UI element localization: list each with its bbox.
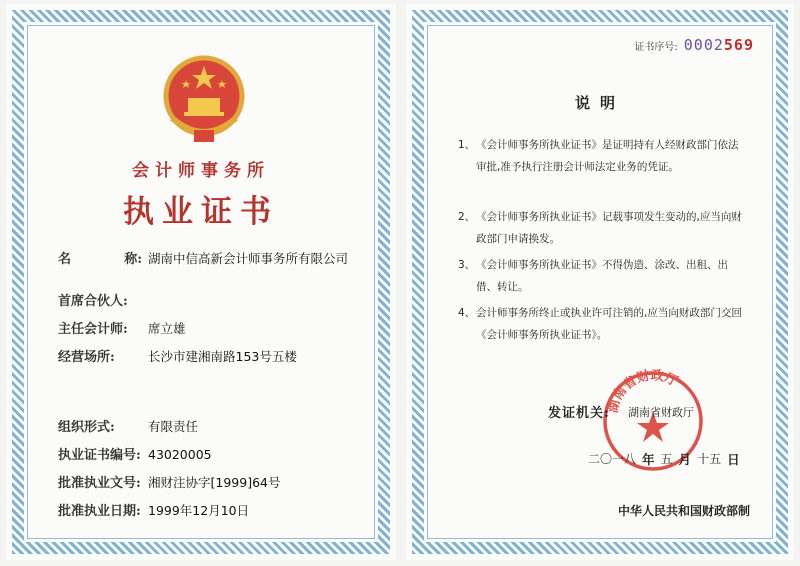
date-month-unit: 月 — [678, 452, 692, 467]
serial-value — [684, 36, 754, 54]
serial-label: 证书序号: — [634, 42, 678, 53]
date-day-unit: 日 — [727, 452, 740, 467]
field-label: 批准执业日期: — [58, 504, 141, 519]
field-label — [58, 248, 142, 267]
item-number: 1、 — [458, 139, 476, 151]
certificate-right-page — [406, 4, 794, 560]
instruction-item — [458, 134, 748, 178]
issuer-value: 湖南省财政厅 — [628, 406, 694, 419]
instruction-item — [458, 254, 748, 298]
field-organization-form — [58, 416, 368, 435]
date-day: 十五 — [697, 452, 722, 466]
left-page-content — [28, 26, 374, 538]
seal-text: 湖南省财政厅 — [605, 368, 681, 415]
field-label: 执业证书编号: — [58, 448, 141, 463]
serial-prefix: 0002 — [683, 36, 724, 54]
field-name — [58, 248, 368, 267]
field-value: 湘财注协字[1999]64号 — [148, 475, 281, 490]
item-text: 会计师事务所终止或执业许可注销的,应当向财政部门交回《会计师事务所执业证书》。 — [476, 307, 742, 341]
field-value: 湖南中信高新会计师事务所有限公司 — [148, 251, 349, 266]
issue-date — [588, 450, 740, 468]
date-year-unit: 年 — [642, 452, 655, 467]
field-label: 主任会计师: — [58, 322, 128, 337]
field-value: 43020005 — [148, 447, 212, 462]
field-value: 1999年12月10日 — [148, 503, 250, 518]
issuer-label: 发证机关: — [548, 406, 610, 421]
certificate-title: 执业证书 — [123, 194, 279, 230]
instructions-heading: 说明 — [574, 94, 625, 112]
certificate-subtitle: 会计师事务所 — [132, 161, 270, 181]
field-label: 首席合伙人: — [58, 294, 128, 309]
field-value: 长沙市建湘南路153号五楼 — [148, 349, 297, 364]
item-text: 《会计师事务所执业证书》是证明持有人经财政部门依法审批,准予执行注册会计师法定业务的凭证。 — [476, 139, 739, 173]
field-approval-document — [58, 472, 368, 491]
national-emblem-icon — [154, 48, 254, 148]
field-label: 经营场所: — [58, 350, 115, 365]
date-month: 五 — [660, 452, 673, 466]
item-text: 《会计师事务所执业证书》记载事项发生变动的,应当向财政部门申请换发。 — [476, 211, 742, 245]
item-text: 《会计师事务所执业证书》不得伪造、涂改、出租、出借、转让。 — [476, 259, 728, 293]
field-label: 批准执业文号: — [58, 476, 141, 491]
item-number: 4、 — [458, 307, 476, 319]
serial-suffix: 569 — [723, 36, 754, 54]
field-certificate-number — [58, 444, 368, 463]
field-value: 有限责任 — [148, 419, 199, 434]
instruction-item — [458, 302, 748, 346]
item-number: 3、 — [458, 259, 476, 271]
certificate-left-page — [6, 4, 396, 560]
field-director-accountant — [58, 318, 368, 337]
instruction-item — [458, 206, 748, 250]
field-value: 席立雄 — [148, 321, 186, 336]
right-page-content — [428, 26, 772, 538]
field-approval-date — [58, 500, 368, 519]
date-year: 二〇一八 — [588, 452, 637, 466]
field-chief-partner — [58, 290, 368, 309]
serial-number — [634, 36, 754, 54]
field-label-part: 称: — [124, 252, 142, 267]
ministry-footer: 中华人民共和国财政部制 — [617, 504, 750, 518]
item-number: 2、 — [458, 211, 476, 223]
field-business-address — [58, 346, 368, 365]
field-label-part: 名 — [58, 252, 72, 267]
field-label: 组织形式: — [58, 420, 115, 435]
